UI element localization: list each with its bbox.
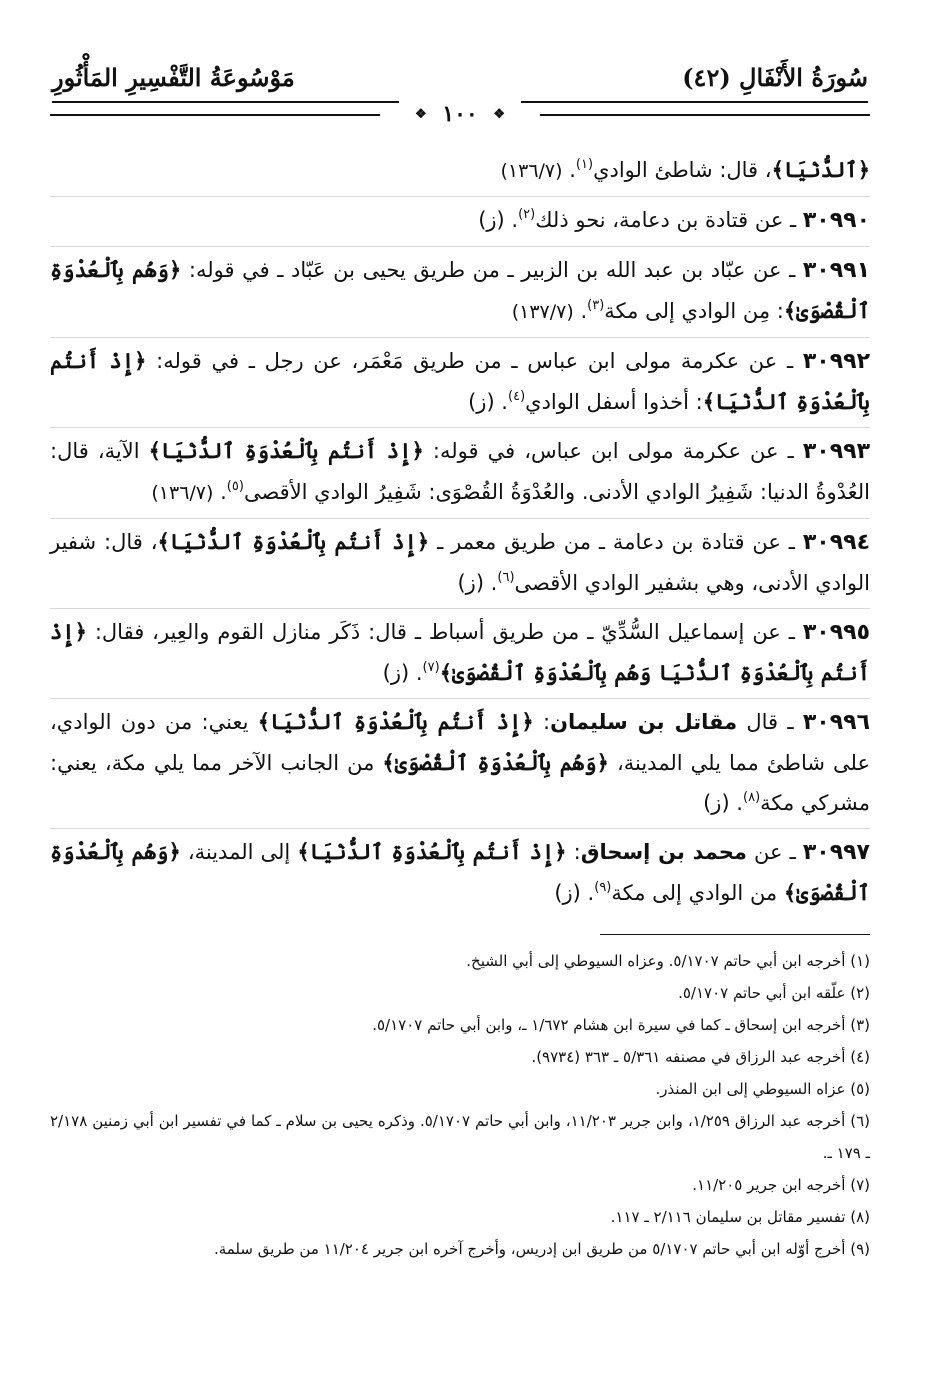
quran-quote: ﴿إِذْ أَنتُم بِٱلْعُدْوَةِ ٱلدُّنْيَا﴾ <box>257 709 534 734</box>
text-run: . (ز) <box>468 390 508 414</box>
entry-number: ٣٠٩٩٢ <box>802 349 870 374</box>
text-run: ـ عن قتادة بن دعامة ـ من طريق معمر ـ <box>429 530 803 554</box>
divider-right <box>540 114 870 116</box>
footnote-marker: (٥) <box>226 479 244 494</box>
entry-number: ٣٠٩٩٤ <box>802 530 870 555</box>
narration-paragraph <box>50 247 870 338</box>
entry-number: ٣٠٩٩٥ <box>802 620 870 645</box>
text-run: من الوادي إلى مكة <box>611 881 784 905</box>
text-run: ـ عن عكرمة مولى ابن عباس، في قوله: <box>423 439 803 463</box>
text-run: . <box>573 299 588 323</box>
text-run: يعني: من دون الوادي، على شاطئ مما يلي المدينة، <box>50 710 871 775</box>
entry-number: ٣٠٩٩٠ <box>802 208 870 233</box>
text-run: . <box>213 480 227 504</box>
footnote-marker: (٢) <box>518 207 536 222</box>
narration-paragraph <box>50 699 870 829</box>
quran-quote: ﴿إِذْ أَنتُم بِٱلْعُدْوَةِ ٱلدُّنْيَا﴾ <box>148 438 424 463</box>
footnote-marker: (٤) <box>508 389 526 404</box>
volume-reference: (١٣٦/٧) <box>151 482 214 504</box>
text-run: ، قال: شاطئ الوادي <box>593 158 772 182</box>
footnote: (١) أخرجه ابن أبي حاتم ٥/١٧٠٧. وعزاه السيوطي إلى أبي الشيخ. <box>466 952 870 970</box>
footnote-marker: (١) <box>575 157 594 172</box>
speaker-name: مقاتل بن سليمان <box>550 710 738 734</box>
footnote-marker: (٨) <box>743 790 761 805</box>
footnote: (٥) عزاه السيوطي إلى ابن المنذر. <box>655 1080 870 1098</box>
narration-paragraph <box>50 197 870 247</box>
text-run: من الجانب الآخر مما يلي مكة، يعني: مشركي مكة <box>50 751 870 815</box>
text-run: . (ز) <box>554 881 595 905</box>
text-run: : أخذوا أسفل الوادي <box>525 390 703 414</box>
book-title: مَوْسُوعَةُ التَّفْسِيرِ المَأْثُورِ <box>52 63 295 92</box>
entry-number: ٣٠٩٩١ <box>802 258 870 283</box>
text-run: ، قال: شفير الوادي الأدنى، وهي بشفير الوادي الأقصى <box>50 530 870 595</box>
footnote-marker: (٦) <box>497 570 515 585</box>
footnote: (٩) أخرج أوّله ابن أبي حاتم ٥/١٧٠٧ من طريق ابن إدريس، وأخرج آخره ابن جرير ١١/٢٠٤ من طريق سلمة. <box>213 1240 870 1258</box>
text-run: . <box>562 158 576 182</box>
narration-paragraph <box>50 609 870 699</box>
footnotes <box>50 945 870 1265</box>
footnote: (٤) أخرجه عبد الرزاق في مصنفه ٥/٣٦١ ـ ٣٦٣ (٩٧٣٤). <box>531 1048 870 1066</box>
footnote-marker: (٩) <box>594 880 612 895</box>
text-run: . (ز) <box>703 791 743 815</box>
page <box>50 55 870 1355</box>
text-run: إلى المدينة، <box>180 840 298 864</box>
page-number-row <box>50 101 870 137</box>
text-run: ـ عن إسماعيل السُّدِّيّ ـ من طريق أسباط ـ قال: ذَكَر منازل القوم والعِير، فقال: <box>86 620 803 644</box>
page-number-box <box>399 101 521 128</box>
volume-reference: (١٣٧/٧) <box>511 301 574 323</box>
text-run: ـ عن عكرمة مولى ابن عباس ـ من طريق مَعْمَر، عن رجل ـ في قوله: <box>146 349 803 373</box>
text-run: : مِن الوادي إلى مكة <box>604 299 784 323</box>
text-run: الآية، قال: العُدْوةُ الدنيا: شَفِيرُ الوادي الأدنى. والعُدْوَةُ القُصْوَى: شَفِيرُ الوادي الأقصى <box>50 439 870 504</box>
footnote: (٦) أخرجه عبد الرزاق ١/٢٥٩، وابن جرير ١١/٢٠٣، وابن أبي حاتم ٥/١٧٠٧. وذكره يحيى بن سلام ـ كما في تفسير ابن أبي زمنين ٢/١٧٨ ـ ١٧٩ ـ. <box>50 1112 870 1162</box>
entry-number: ٣٠٩٩٦ <box>802 710 870 735</box>
narration-paragraph <box>50 829 870 918</box>
footnote: (٢) علّقه ابن أبي حاتم ٥/١٧٠٧. <box>678 984 870 1002</box>
narration-paragraph <box>50 519 870 609</box>
quran-quote: ﴿إِذْ أَنتُم بِٱلْعُدْوَةِ ٱلدُّنْيَا﴾ <box>157 529 430 554</box>
page-number: ١٠٠ <box>442 101 478 127</box>
running-head <box>52 55 868 103</box>
narration-paragraph <box>50 428 870 519</box>
quran-quote: ﴿وَهُم بِٱلْعُدْوَةِ ٱلْقُصْوَىٰ﴾ <box>382 750 609 775</box>
divider-left <box>50 114 380 116</box>
footnote-marker: (٣) <box>587 298 605 313</box>
sura-title: سُورَةُ الأَنْفَالِ (٤٢) <box>682 63 868 92</box>
text-run: . (ز) <box>382 661 423 685</box>
text-run: . (ز) <box>478 208 519 232</box>
footnote: (٨) تفسير مقاتل بن سليمان ٢/١١٦ ـ ١١٧. <box>610 1208 870 1226</box>
quran-quote: ﴿إِذْ أَنتُم بِٱلْعُدْوَةِ ٱلدُّنْيَا﴾ <box>297 839 567 864</box>
quran-quote: ﴿إِذْ أَنتُم بِٱلْعُدْوَةِ ٱلدُّنْيَا وَهُم بِٱلْعُدْوَةِ ٱلْقُصْوَىٰ﴾ <box>50 619 870 685</box>
ornament-icon: ❖ <box>493 107 506 122</box>
quran-quote: ﴿وَهُم بِٱلْعُدْوَةِ ٱلْقُصْوَىٰ﴾ <box>50 257 870 323</box>
quran-quote: ﴿إِذْ أَنتُم بِٱلْعُدْوَةِ ٱلدُّنْيَا﴾ <box>50 348 870 414</box>
text-run: . (ز) <box>457 571 498 595</box>
quran-quote: ﴿ٱلدُّنْيَا﴾ <box>771 157 870 182</box>
ornament-icon: ❖ <box>414 107 427 122</box>
footnote: (٧) أخرجه ابن جرير ١١/٢٠٥. <box>692 1176 870 1194</box>
narration-paragraph <box>50 147 870 197</box>
footnote-marker: (٧) <box>422 660 440 675</box>
quran-quote: ﴿وَهُم بِٱلْعُدْوَةِ ٱلْقُصْوَىٰ﴾ <box>50 839 870 905</box>
speaker-name: محمد بن إسحاق <box>580 840 747 864</box>
text-run: : <box>566 840 581 864</box>
entry-number: ٣٠٩٩٣ <box>802 439 870 464</box>
footnote: (٣) أخرجه ابن إسحاق ـ كما في سيرة ابن هشام ١/٦٧٢ ـ، وابن أبي حاتم ٥/١٧٠٧. <box>372 1016 870 1034</box>
entry-number: ٣٠٩٩٧ <box>802 840 870 865</box>
narration-paragraph <box>50 338 870 428</box>
text-run: ـ عن <box>746 840 803 864</box>
text-run: ـ قال <box>737 710 803 734</box>
text-run: ـ عن عبّاد بن عبد الله بن الزبير ـ من طريق يحيى بن عَبّاد ـ في قوله: <box>181 258 803 282</box>
body-text <box>50 147 870 918</box>
footnote-rule <box>600 934 870 935</box>
volume-reference: (١٣٦/٧) <box>500 160 563 182</box>
text-run: ـ عن قتادة بن دعامة، نحو ذلك <box>535 208 803 232</box>
text-run: : <box>533 710 551 734</box>
